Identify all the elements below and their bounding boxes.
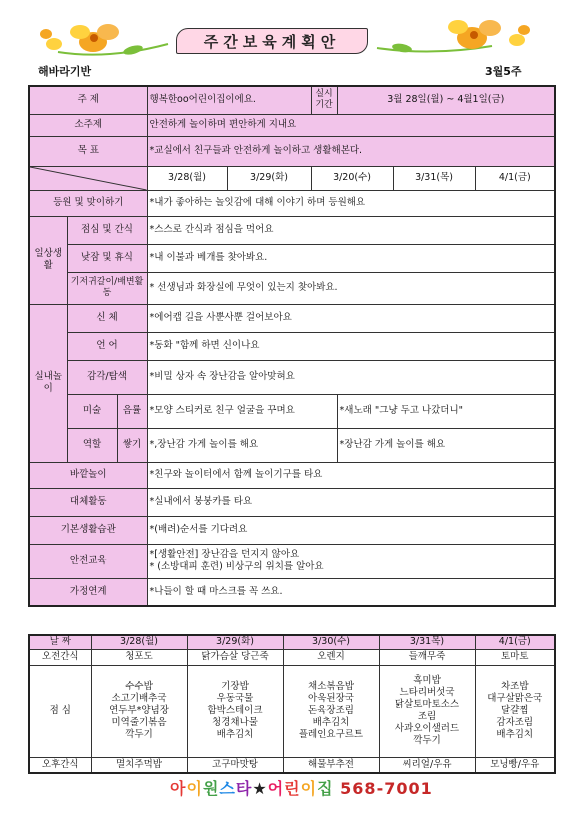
menu-lunch-2 xyxy=(187,665,283,757)
menu-date-3: 3/30(수) xyxy=(283,635,379,649)
lunch-item: 함박스테이크 xyxy=(207,705,263,717)
music-label: 음률 xyxy=(117,394,147,428)
lunch-item: 깍두기 xyxy=(125,728,153,740)
menu-pm-4: 씨리얼/우유 xyxy=(379,757,475,773)
meal-label: 점심 및 간식 xyxy=(67,216,147,244)
lang-label: 언 어 xyxy=(67,332,147,360)
home-value: *나들이 할 때 마스크를 꼭 쓰요. xyxy=(147,578,555,606)
lunch-item: 대구살맑은국 xyxy=(487,693,543,705)
menu-lunch-row xyxy=(29,665,555,757)
nap-row xyxy=(29,244,555,272)
menu-pm-1: 멸치주먹밥 xyxy=(91,757,187,773)
lunch-item: 채소볶음밥 xyxy=(308,681,354,693)
art-label: 미술 xyxy=(67,394,117,428)
menu-table xyxy=(28,634,556,774)
alt-label: 대체활동 xyxy=(29,488,147,516)
menu-pm-5: 모닝빵/우유 xyxy=(475,757,555,773)
lunch-item: 배추김치 xyxy=(496,728,534,740)
nap-value: *내 이불과 베개를 찾아봐요. xyxy=(147,244,555,272)
menu-am-3: 오렌지 xyxy=(283,649,379,665)
menu-lunch-label: 점 심 xyxy=(29,665,91,757)
lunch-item: 조림 xyxy=(417,711,437,722)
safety-value xyxy=(147,544,555,578)
art-row xyxy=(29,394,555,428)
sense-label: 감각/탐색 xyxy=(67,360,147,394)
diaper-label: 기저귀갈이/배변활동 xyxy=(67,272,147,304)
lunch-item: 기장밥 xyxy=(221,681,249,693)
menu-date-5: 4/1(금) xyxy=(475,635,555,649)
menu-date-1: 3/28(월) xyxy=(91,635,187,649)
safety-line-1: *[생활안전] 장난감을 던지지 않아요 xyxy=(149,549,300,561)
flower-right-icon xyxy=(372,18,532,62)
menu-am-label: 오전간식 xyxy=(29,649,91,665)
indoor-label: 실내놀이 xyxy=(29,304,67,462)
arrival-label: 등원 및 맞이하기 xyxy=(29,190,147,216)
home-row xyxy=(29,578,555,606)
menu-date-row xyxy=(29,635,555,649)
subtheme-row xyxy=(29,114,555,136)
body-row xyxy=(29,304,555,332)
lunch-item: 느타리버섯국 xyxy=(399,687,455,699)
safety-label: 안전교육 xyxy=(29,544,147,578)
menu-date-label: 날 짜 xyxy=(29,635,91,649)
day-3: 3/20(수) xyxy=(311,166,393,190)
lunch-item: 플레인요구르트 xyxy=(298,728,364,740)
menu-lunch-1 xyxy=(91,665,187,757)
menu-am-4: 들깨무죽 xyxy=(379,649,475,665)
week-label: 3월5주 xyxy=(485,65,522,78)
safety-line-2: * (소방대피 훈련) 비상구의 위치를 알아요 xyxy=(149,561,324,572)
days-row xyxy=(29,166,555,190)
lunch-item: 아욱된장국 xyxy=(308,693,354,705)
menu-lunch-5 xyxy=(475,665,555,757)
lunch-item: 우동국물 xyxy=(216,693,254,705)
lunch-item: 수수밥 xyxy=(125,681,153,693)
day-2: 3/29(화) xyxy=(227,166,311,190)
subtheme-value: 안전하게 놀이하며 편안하게 지내요 xyxy=(147,114,555,136)
art-value: *모양 스티커로 친구 얼굴을 꾸며요 xyxy=(147,394,337,428)
flower-left-icon xyxy=(38,20,178,64)
role-value: *,장난감 가게 놀이를 해요 xyxy=(147,428,337,462)
menu-am-5: 토마토 xyxy=(475,649,555,665)
menu-pm-2: 고구마맛탕 xyxy=(187,757,283,773)
body-label: 신 체 xyxy=(67,304,147,332)
nap-label: 낮잠 및 휴식 xyxy=(67,244,147,272)
diaper-value: * 선생님과 화장실에 무엇이 있는지 찾아봐요. xyxy=(147,272,555,304)
alt-row xyxy=(29,488,555,516)
outdoor-label: 바깥놀이 xyxy=(29,462,147,488)
body-value: *에어캡 길을 사뿐사뿐 걸어보아요 xyxy=(147,304,555,332)
theme-label: 주 제 xyxy=(29,86,147,114)
outdoor-value: *친구와 놀이터에서 함께 놀이기구를 타요 xyxy=(147,462,555,488)
lunch-item: 소고기배추국 xyxy=(111,693,167,705)
lunch-item: 사과오이샐러드 xyxy=(394,722,460,734)
block-value: *장난감 가게 놀이를 해요 xyxy=(337,428,555,462)
day-1: 3/28(월) xyxy=(147,166,227,190)
home-label: 가정연계 xyxy=(29,578,147,606)
day-4: 3/31(목) xyxy=(393,166,475,190)
arrival-value: *내가 좋아하는 놀잇감에 대해 이야기 하며 등원해요 xyxy=(147,190,555,216)
menu-lunch-3 xyxy=(283,665,379,757)
lunch-item: 감자조림 xyxy=(496,716,534,728)
day-5: 4/1(금) xyxy=(475,166,555,190)
menu-date-2: 3/29(화) xyxy=(187,635,283,649)
lunch-item: 달걀찜 xyxy=(500,705,529,717)
menu-am-1: 청포도 xyxy=(91,649,187,665)
lunch-item: 청경채나물 xyxy=(212,716,258,728)
arrival-row xyxy=(29,190,555,216)
role-row xyxy=(29,428,555,462)
corner-cell xyxy=(29,166,147,190)
habit-row xyxy=(29,516,555,544)
block-label: 쌓기 xyxy=(117,428,147,462)
menu-date-4: 3/31목) xyxy=(379,635,475,649)
meal-value: *스스로 간식과 점심을 먹어요 xyxy=(147,216,555,244)
lunch-item: 미역줄기볶음 xyxy=(111,716,167,728)
daily-label: 일상생활 xyxy=(29,216,67,304)
footer-daycare-name xyxy=(170,776,433,799)
meal-row xyxy=(29,216,555,244)
menu-lunch-4 xyxy=(379,665,475,757)
goal-label: 목 표 xyxy=(29,136,147,166)
lunch-item: 연두부*양념장 xyxy=(109,705,169,717)
diaper-row xyxy=(29,272,555,304)
lunch-item: 닭살토마토소스 xyxy=(394,699,460,711)
sense-value: *비밀 상자 속 장난감을 알아맞혀요 xyxy=(147,360,555,394)
menu-pm-3: 해물부추전 xyxy=(283,757,379,773)
lunch-item: 흑미밥 xyxy=(413,675,441,687)
lunch-item: 차조밥 xyxy=(500,681,529,693)
role-label: 역할 xyxy=(67,428,117,462)
goal-row xyxy=(29,136,555,166)
lang-value: *동화 "함께 하면 신이나요 xyxy=(147,332,555,360)
lunch-item: 깍두기 xyxy=(413,734,441,746)
music-value: *새노래 "그냥 두고 나갔더니" xyxy=(337,394,555,428)
class-name: 해바라기반 xyxy=(38,65,92,78)
outdoor-row xyxy=(29,462,555,488)
menu-pm-row xyxy=(29,757,555,773)
sense-row xyxy=(29,360,555,394)
menu-pm-label: 오후간식 xyxy=(29,757,91,773)
habit-label: 기본생활습관 xyxy=(29,516,147,544)
period-label: 실시기간 xyxy=(311,86,337,114)
theme-row xyxy=(29,86,555,114)
alt-value: *실내에서 붕붕카를 타요 xyxy=(147,488,555,516)
habit-value: *(배려)순서를 기다려요 xyxy=(147,516,555,544)
theme-value: 행복한oo어린이집이에요. xyxy=(147,86,311,114)
lunch-item: 돈육장조림 xyxy=(308,705,354,717)
menu-am-row xyxy=(29,649,555,665)
footer-text: 아이원스타★어린이집 568-7001 xyxy=(170,779,433,798)
lunch-item: 배추김치 xyxy=(312,716,350,728)
menu-am-2: 닭가슴살 당근죽 xyxy=(187,649,283,665)
lunch-item: 배추김치 xyxy=(216,728,254,740)
subtheme-label: 소주제 xyxy=(29,114,147,136)
goal-value: *교실에서 친구들과 안전하게 놀이하고 생활해본다. xyxy=(147,136,555,166)
lang-row xyxy=(29,332,555,360)
safety-row xyxy=(29,544,555,578)
period-value: 3월 28일(월) ~ 4월1일(금) xyxy=(337,86,555,114)
page-title: 주간보육계획안 xyxy=(176,28,368,54)
plan-table xyxy=(28,85,556,607)
